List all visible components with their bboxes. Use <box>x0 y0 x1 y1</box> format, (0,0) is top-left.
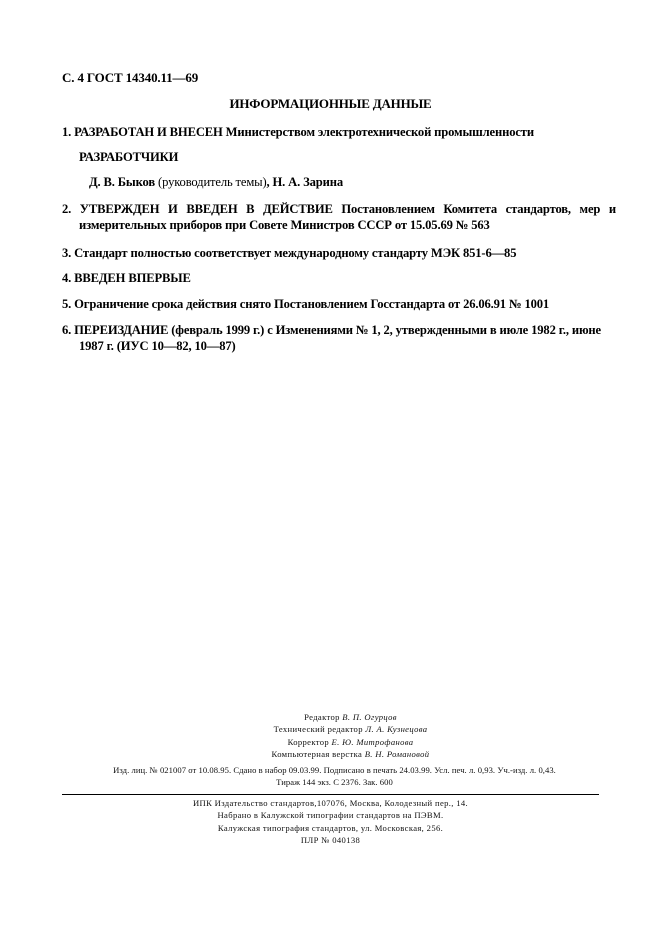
press-line: Калужская типография стандартов, ул. Московская, 256. <box>217 822 444 833</box>
item-number: 3. <box>62 246 72 260</box>
credit-name: Е. Ю. Митрофанова <box>331 736 414 747</box>
imprint-credits <box>20 711 661 761</box>
developer-lead-name: Д. В. Быков <box>89 175 156 189</box>
credit-role: Редактор <box>304 712 340 722</box>
running-head: С. 4 ГОСТ 14340.11—69 <box>62 70 199 85</box>
developer-lead-role: (руководитель темы) <box>155 175 267 189</box>
info-item-3 <box>62 245 599 261</box>
credit-role: Компьютерная верстка <box>271 749 363 760</box>
press-line: Набрано в Калужской типографии стандартов на ПЭВМ. <box>217 810 444 821</box>
info-item-6 <box>62 322 616 354</box>
info-item-4 <box>62 270 599 286</box>
developer-second-name: Н. А. Зарина <box>272 175 343 189</box>
section-title: ИНФОРМАЦИОННЫЕ ДАННЫЕ <box>229 96 432 111</box>
item-text: Министерством электротехнической промышленности <box>225 125 534 139</box>
press-line: ПЛР № 040138 <box>300 835 361 846</box>
credit-line <box>20 736 661 748</box>
publication-line-1: Изд. лиц. № 021007 от 10.08.95. Сдано в набор 09.03.99. Подписано в печать 24.03.99. Усл. печ. л. 0,93. Уч.-изд. л. 0,43. <box>113 765 556 775</box>
info-item-1 <box>62 124 599 140</box>
imprint-divider <box>62 794 599 795</box>
item-text: ПЕРЕИЗДАНИЕ (февраль 1999 г.) с Изменениями № 1, 2, утвержденными в июле 1982 г., июне 1987 г. (ИУС 10—82, 10—87) <box>74 323 601 353</box>
item-number: 4. <box>62 271 72 285</box>
item-label: РАЗРАБОТАН И ВНЕСЕН <box>74 125 223 139</box>
developers-heading: РАЗРАБОТЧИКИ <box>79 150 179 164</box>
credit-line <box>20 723 661 735</box>
credit-role: Технический редактор <box>273 724 363 735</box>
item-text: Ограничение срока действия снято Постановлением Госстандарта от 26.06.91 № 1001 <box>74 297 550 311</box>
credit-name: В. П. Огурцов <box>342 712 397 722</box>
item-label: УТВЕРЖДЕН И ВВЕДЕН В ДЕЙСТВИЕ <box>79 202 333 216</box>
credit-line <box>20 711 661 723</box>
credit-name: Л. А. Кузнецова <box>365 724 428 735</box>
item-number: 5. <box>62 297 72 311</box>
item-text: Постановлением Комитета стандартов, мер и измерительных приборов при Совете Министров СССР от 15.05.69 № 563 <box>79 202 616 232</box>
developer-separator: , <box>266 175 273 189</box>
publication-line-2: Тираж 144 экз. С 2376. Зак. 600 <box>276 777 393 788</box>
imprint-publication-details <box>4 764 661 789</box>
item-number: 1. <box>62 125 72 139</box>
item-number: 2. <box>62 202 72 216</box>
info-item-5 <box>62 296 599 312</box>
credit-line <box>20 748 661 760</box>
imprint-press <box>0 797 661 847</box>
info-item-2 <box>62 201 616 233</box>
item-number: 6. <box>62 323 72 337</box>
press-line: ИПК Издательство стандартов,107076, Москва, Колодезный пер., 14. <box>192 798 469 808</box>
credit-role: Корректор <box>287 736 330 747</box>
item-text: ВВЕДЕН ВПЕРВЫЕ <box>74 271 191 285</box>
credit-name: В. Н. Романовой <box>364 749 430 760</box>
developers-list <box>89 175 343 190</box>
item-text: Стандарт полностью соответствует международному стандарту МЭК 851-6—85 <box>74 246 517 260</box>
